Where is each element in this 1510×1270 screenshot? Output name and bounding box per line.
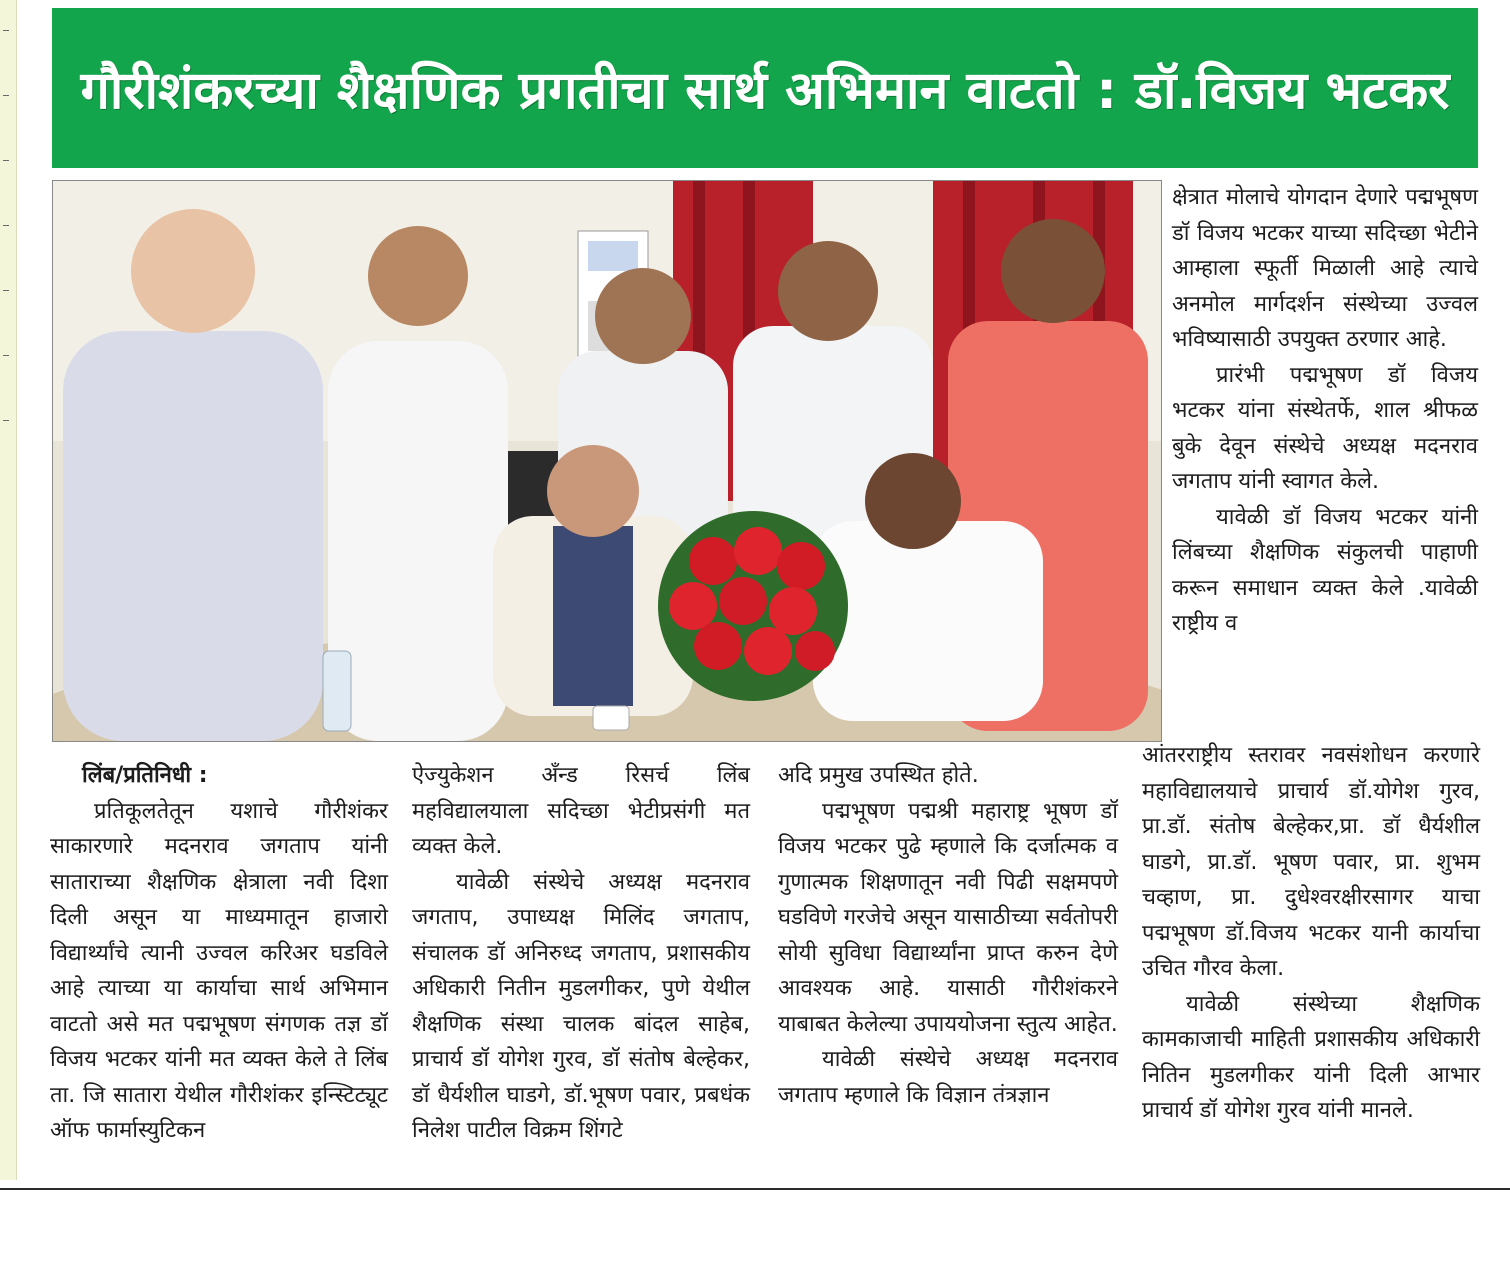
article-photo: [52, 180, 1162, 742]
paragraph: आंतरराष्ट्रीय स्तरावर नवसंशोधन करणारे महाविद्यालयाचे प्राचार्य डॉ.योगेश गुरव, प्रा.डॉ. संतोष बेल्हेकर,प्रा. डॉ धैर्यशील घाडगे, प्रा.डॉ. भूषण पवार, प्रा. शुभम चव्हाण, प्रा. दुधेश्वरक्षीरसागर याचा पद्मभूषण डॉ.विजय भटकर यानी कार्याचा उचित गौरव केला.: [1142, 743, 1480, 981]
headline-title: गौरीशंकरच्या शैक्षणिक प्रगतीचा सार्थ अभिमान वाटतो : डॉ.विजय भटकर: [80, 60, 1450, 121]
paragraph: यावेळी डॉ विजय भटकर यांनी लिंबच्या शैक्षणिक संकुलची पाहाणी करून समाधान व्यक्त केले .यावेळी राष्ट्रीय व: [1172, 504, 1478, 636]
page-bottom-rule: [0, 1188, 1510, 1190]
paragraph: क्षेत्रात मोलाचे योगदान देणारे पद्मभूषण डॉ विजय भटकर याच्या सदिच्छा भेटीने आम्हाला स्फूर्ती मिळाली आहे त्याचे अनमोल मार्गदर्शन संस्थेच्या उज्वल भविष्यासाठी उपयुक्त ठरणार आहे.: [1172, 185, 1478, 352]
byline: लिंब/प्रतिनिधी :: [82, 763, 208, 788]
article-column-4-bottom: [1142, 738, 1480, 1129]
paragraph: यावेळी संस्थेचे अध्यक्ष मदनराव जगताप म्हणाले कि विज्ञान तंत्रज्ञान: [778, 1047, 1118, 1108]
group-photo-illustration: [53, 181, 1161, 741]
paragraph: ऐज्युकेशन अँन्ड रिसर्च लिंब महविद्यालयाला सदिच्छा भेटीप्रसंगी मत व्यक्त केले.: [412, 763, 750, 859]
article-column-2: [412, 758, 750, 1149]
article-column-4-top: [1172, 180, 1478, 642]
article-column-3: [778, 758, 1118, 1113]
paragraph: प्रतिकूलतेतून यशाचे गौरीशंकर साकारणारे मदनराव जगताप यांनी साताराच्या शैक्षणिक क्षेत्राला नवी दिशा दिली असून या माध्यमातून हाजारो विद्यार्थ्यांचे त्यानी उज्वल करिअर घडविले आहे त्याच्या या कार्याचा सार्थ अभिमान वाटतो असे मत पद्मभूषण संगणक तज्ञ डॉ विजय भटकर यांनी मत व्यक्त केले ते लिंब ता. जि सातारा येथील गौरीशंकर इन्स्टिट्यूट ऑफ फार्मास्युटिकन: [50, 798, 388, 1143]
headline-banner: [52, 8, 1478, 168]
paragraph: प्रारंभी पद्मभूषण डॉ विजय भटकर यांना संस्थेतर्फे, शाल श्रीफळ बुके देवून संस्थेचे अध्यक्ष मदनराव जगताप यांनी स्वागत केले.: [1172, 362, 1478, 494]
paragraph: यावेळी संस्थेच्या शैक्षणिक कामकाजाची माहिती प्रशासकीय अधिकारी नितिन मुडलगीकर यांनी दिली आभार प्राचार्य डॉ योगेश गुरव यांनी मानले.: [1142, 991, 1480, 1123]
paragraph: अदि प्रमुख उपस्थित होते.: [778, 763, 979, 788]
article-column-1: [50, 758, 388, 1149]
rose-bouquet: [658, 511, 848, 701]
paragraph: पद्मभूषण पद्मश्री महाराष्ट्र भूषण डॉ विजय भटकर पुढे म्हणाले कि दर्जात्मक व गुणात्मक शिक्षणातून नवी पिढी सक्षमपणे घडविणे गरजेचे असून यासाठीच्या सर्वतोपरी सोयी सुविधा विद्यार्थ्यांना प्राप्त करुन देणे आवश्यक आहे. यासाठी गौरीशंकरने याबाबत केलेल्या उपाययोजना स्तुत्य आहेत.: [778, 798, 1118, 1037]
paragraph: यावेळी संस्थेचे अध्यक्ष मदनराव जगताप, उपाध्यक्ष मिलिंद जगताप, संचालक डॉ अनिरुध्द जगताप, प्रशासकीय अधिकारी नितीन मुडलगीकर, पुणे येथील शैक्षणिक संस्था चालक बांदल साहेब, प्राचार्य डॉ योगेश गुरव, डॉ संतोष बेल्हेकर, डॉ धैर्यशील घाडगे, डॉ.भूषण पवार, प्रबधंक निलेश पाटील विक्रम शिंगटे: [412, 869, 750, 1143]
page-margin-strip: [0, 0, 17, 1180]
